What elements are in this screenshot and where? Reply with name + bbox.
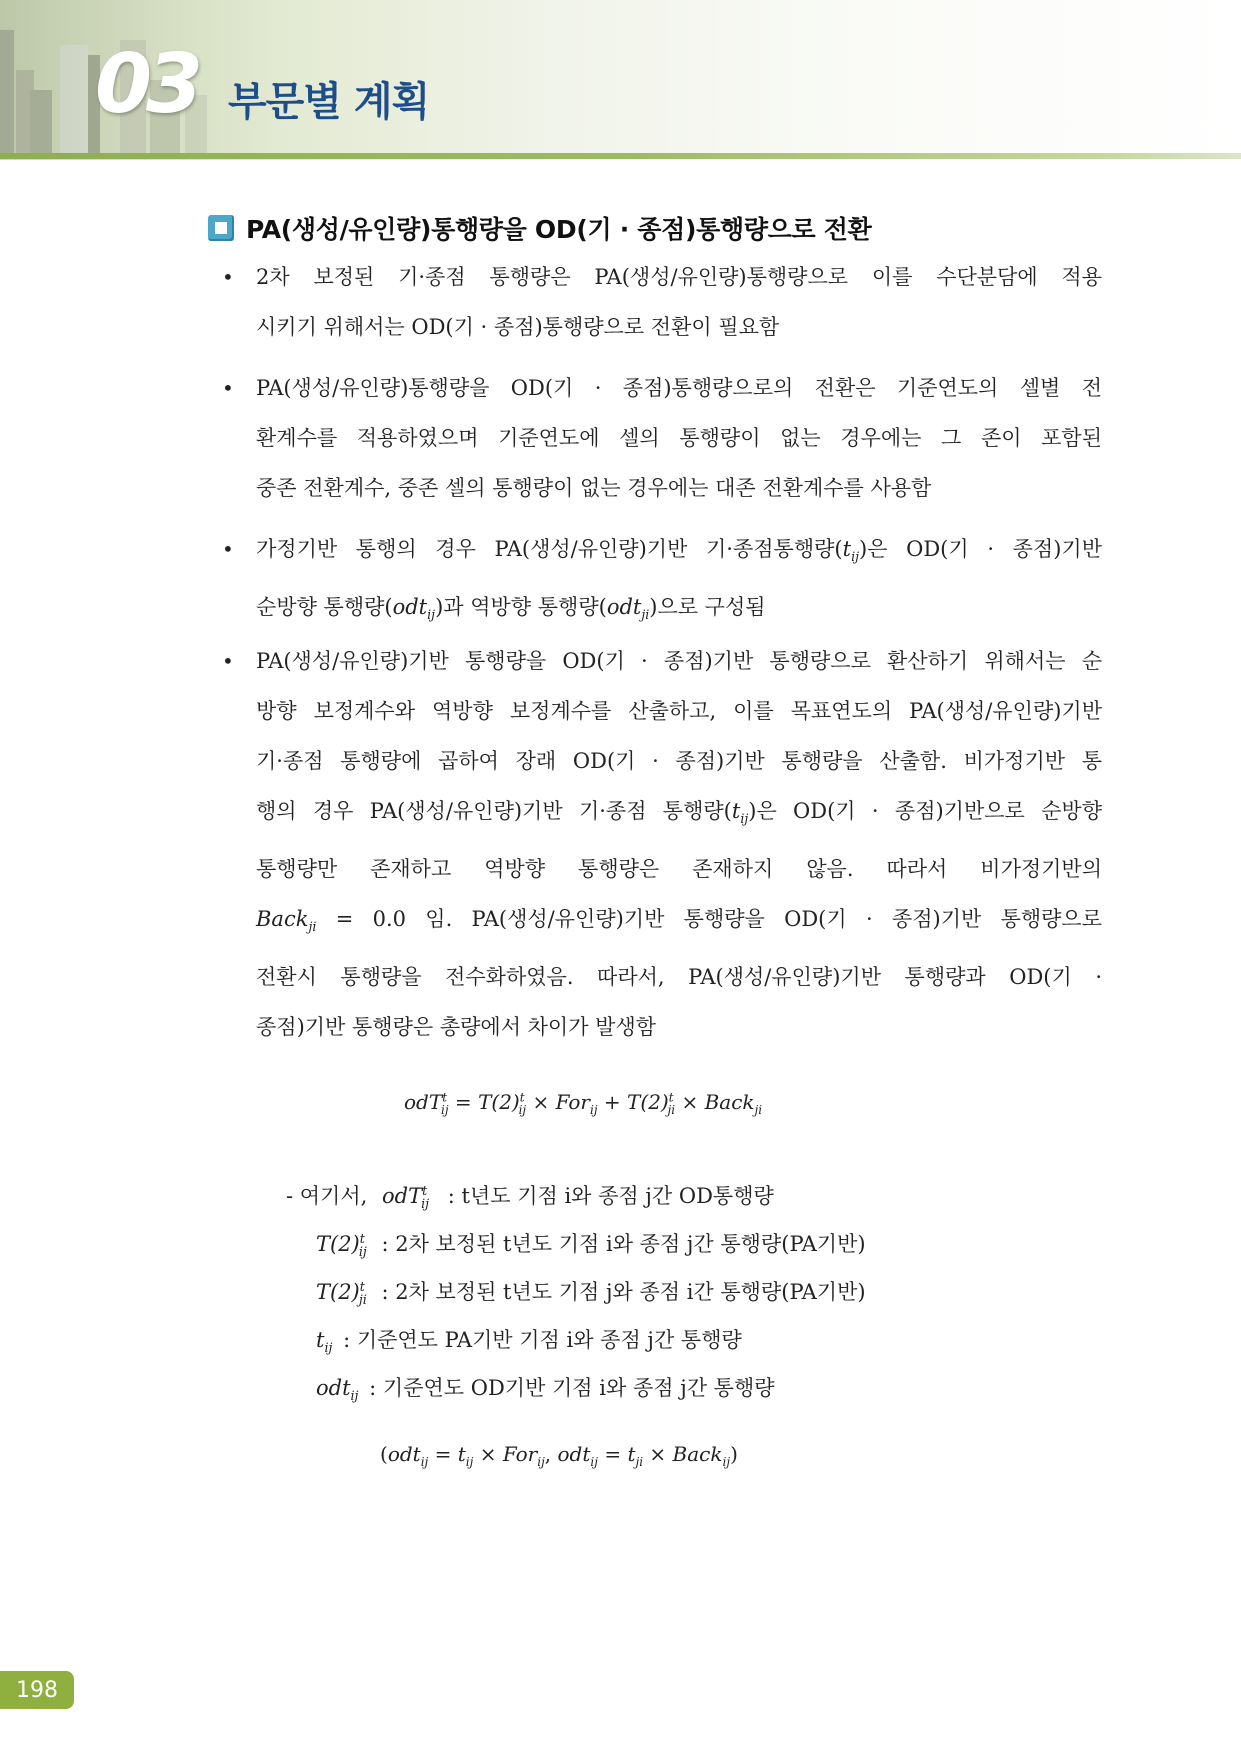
- bullet-dot-icon: •: [222, 649, 234, 673]
- bullet-item: [222, 524, 1102, 640]
- bullet-dot-icon: •: [222, 537, 234, 561]
- bullet-item: [222, 363, 1102, 513]
- coefficient-equation: ($odt_{ij} = t_{ij} \times For_{ij}$, $odt_{ij} = t_{ji}$ × Back$_{ij}$): [380, 1442, 738, 1469]
- paragraph-line: 방향 보정계수와 역방향 보정계수를 산출하고, 이를 목표연도의 PA(생성/유인량)기반: [256, 699, 1102, 723]
- paragraph-line: PA(생성/유인량)기반 통행량을 OD(기 · 종점)기반 통행량으로 환산하기 위해서는 순: [256, 649, 1102, 673]
- paragraph-line: 순방향 통행량(odt$_{ij}$)과 역방향 통행량(odt$_{ji}$)으로 구성됨: [256, 595, 766, 623]
- section-heading: [208, 210, 871, 246]
- paragraph-line: 가정기반 통행의 경우 PA(생성/유인량)기반 기·종점통행량$(t_{ij})$은 OD(기 · 종점)기반: [256, 537, 1102, 565]
- paragraph-line: 2차 보정된 기·종점 통행량은 PA(생성/유인량)통행량으로 이를 수단분담에 적용: [256, 265, 1102, 289]
- definition-row: $t_{ij}$ : 기준연도 PA기반 기점 i와 종점 j간 통행량: [316, 1328, 742, 1356]
- chapter-number: 03: [95, 37, 198, 132]
- page-number-badge: 198: [0, 1671, 74, 1709]
- paragraph-line: 종점)기반 통행량은 총량에서 차이가 발생함: [256, 1015, 657, 1040]
- bullet-item: [222, 636, 1102, 1052]
- paragraph-line: 전환시 통행량을 전수화하였음. 따라서, PA(생성/유인량)기반 통행량과 OD(기 ·: [256, 965, 1102, 990]
- paragraph-line: 중존 전환계수, 중존 셀의 통행량이 없는 경우에는 대존 전환계수를 사용함: [256, 476, 932, 500]
- paragraph-line: Back$_{ji}$ = 0.0 임. PA(생성/유인량)기반 통행량을 OD(기 · 종점)기반 통행량으로: [256, 907, 1102, 935]
- chapter-header: [0, 0, 1241, 160]
- paragraph-line: PA(생성/유인량)통행량을 OD(기 · 종점)통행량으로의 전환은 기준연도의 셀별 전: [256, 376, 1102, 400]
- od-conversion-equation: $odT^t_{ij} = T(2)^t_{ij} \times For_{ij} + T(2)^t_{ji}$ × Back$_{ji}$: [404, 1090, 763, 1117]
- header-divider: [0, 153, 1241, 159]
- definition-row: $T(2)^t_{ij}$ : 2차 보정된 t년도 기점 i와 종점 j간 통행량(PA기반): [316, 1231, 866, 1260]
- bullet-dot-icon: •: [222, 265, 234, 289]
- chapter-title: 부문별 계획: [228, 79, 430, 125]
- bullet-dot-icon: •: [222, 376, 234, 400]
- section-heading-text: PA(생성/유인량)통행량을 OD(기 · 종점)통행량으로 전환: [246, 215, 872, 244]
- paragraph-line: 환계수를 적용하였으며 기준연도에 셀의 통행량이 없는 경우에는 그 존이 포함된: [256, 426, 1102, 450]
- paragraph-line: 행의 경우 PA(생성/유인량)기반 기·종점 통행량$(t_{ij})$은 OD(기 · 종점)기반으로 순방향: [256, 799, 1102, 827]
- paragraph-line: 통행량만 존재하고 역방향 통행량은 존재하지 않음. 따라서 비가정기반의: [256, 857, 1102, 882]
- definition-row: $T(2)^t_{ji}$ : 2차 보정된 t년도 기점 j와 종점 i간 통행량(PA기반): [316, 1279, 866, 1308]
- paragraph-line: 기·종점 통행량에 곱하여 장래 OD(기 · 종점)기반 통행량을 산출함. 비가정기반 통: [256, 749, 1102, 773]
- square-bullet-icon: [208, 215, 234, 241]
- bullet-item: [222, 252, 1102, 352]
- paragraph-line: 시키기 위해서는 OD(기 · 종점)통행량으로 전환이 필요함: [256, 315, 780, 339]
- definition-row: odt$_{ij}$ : 기준연도 OD기반 기점 i와 종점 j간 통행량: [316, 1376, 775, 1404]
- definition-row: - 여기서, odT$^t_{ij}$ : t년도 기점 i와 종점 j간 OD통행량: [286, 1183, 774, 1212]
